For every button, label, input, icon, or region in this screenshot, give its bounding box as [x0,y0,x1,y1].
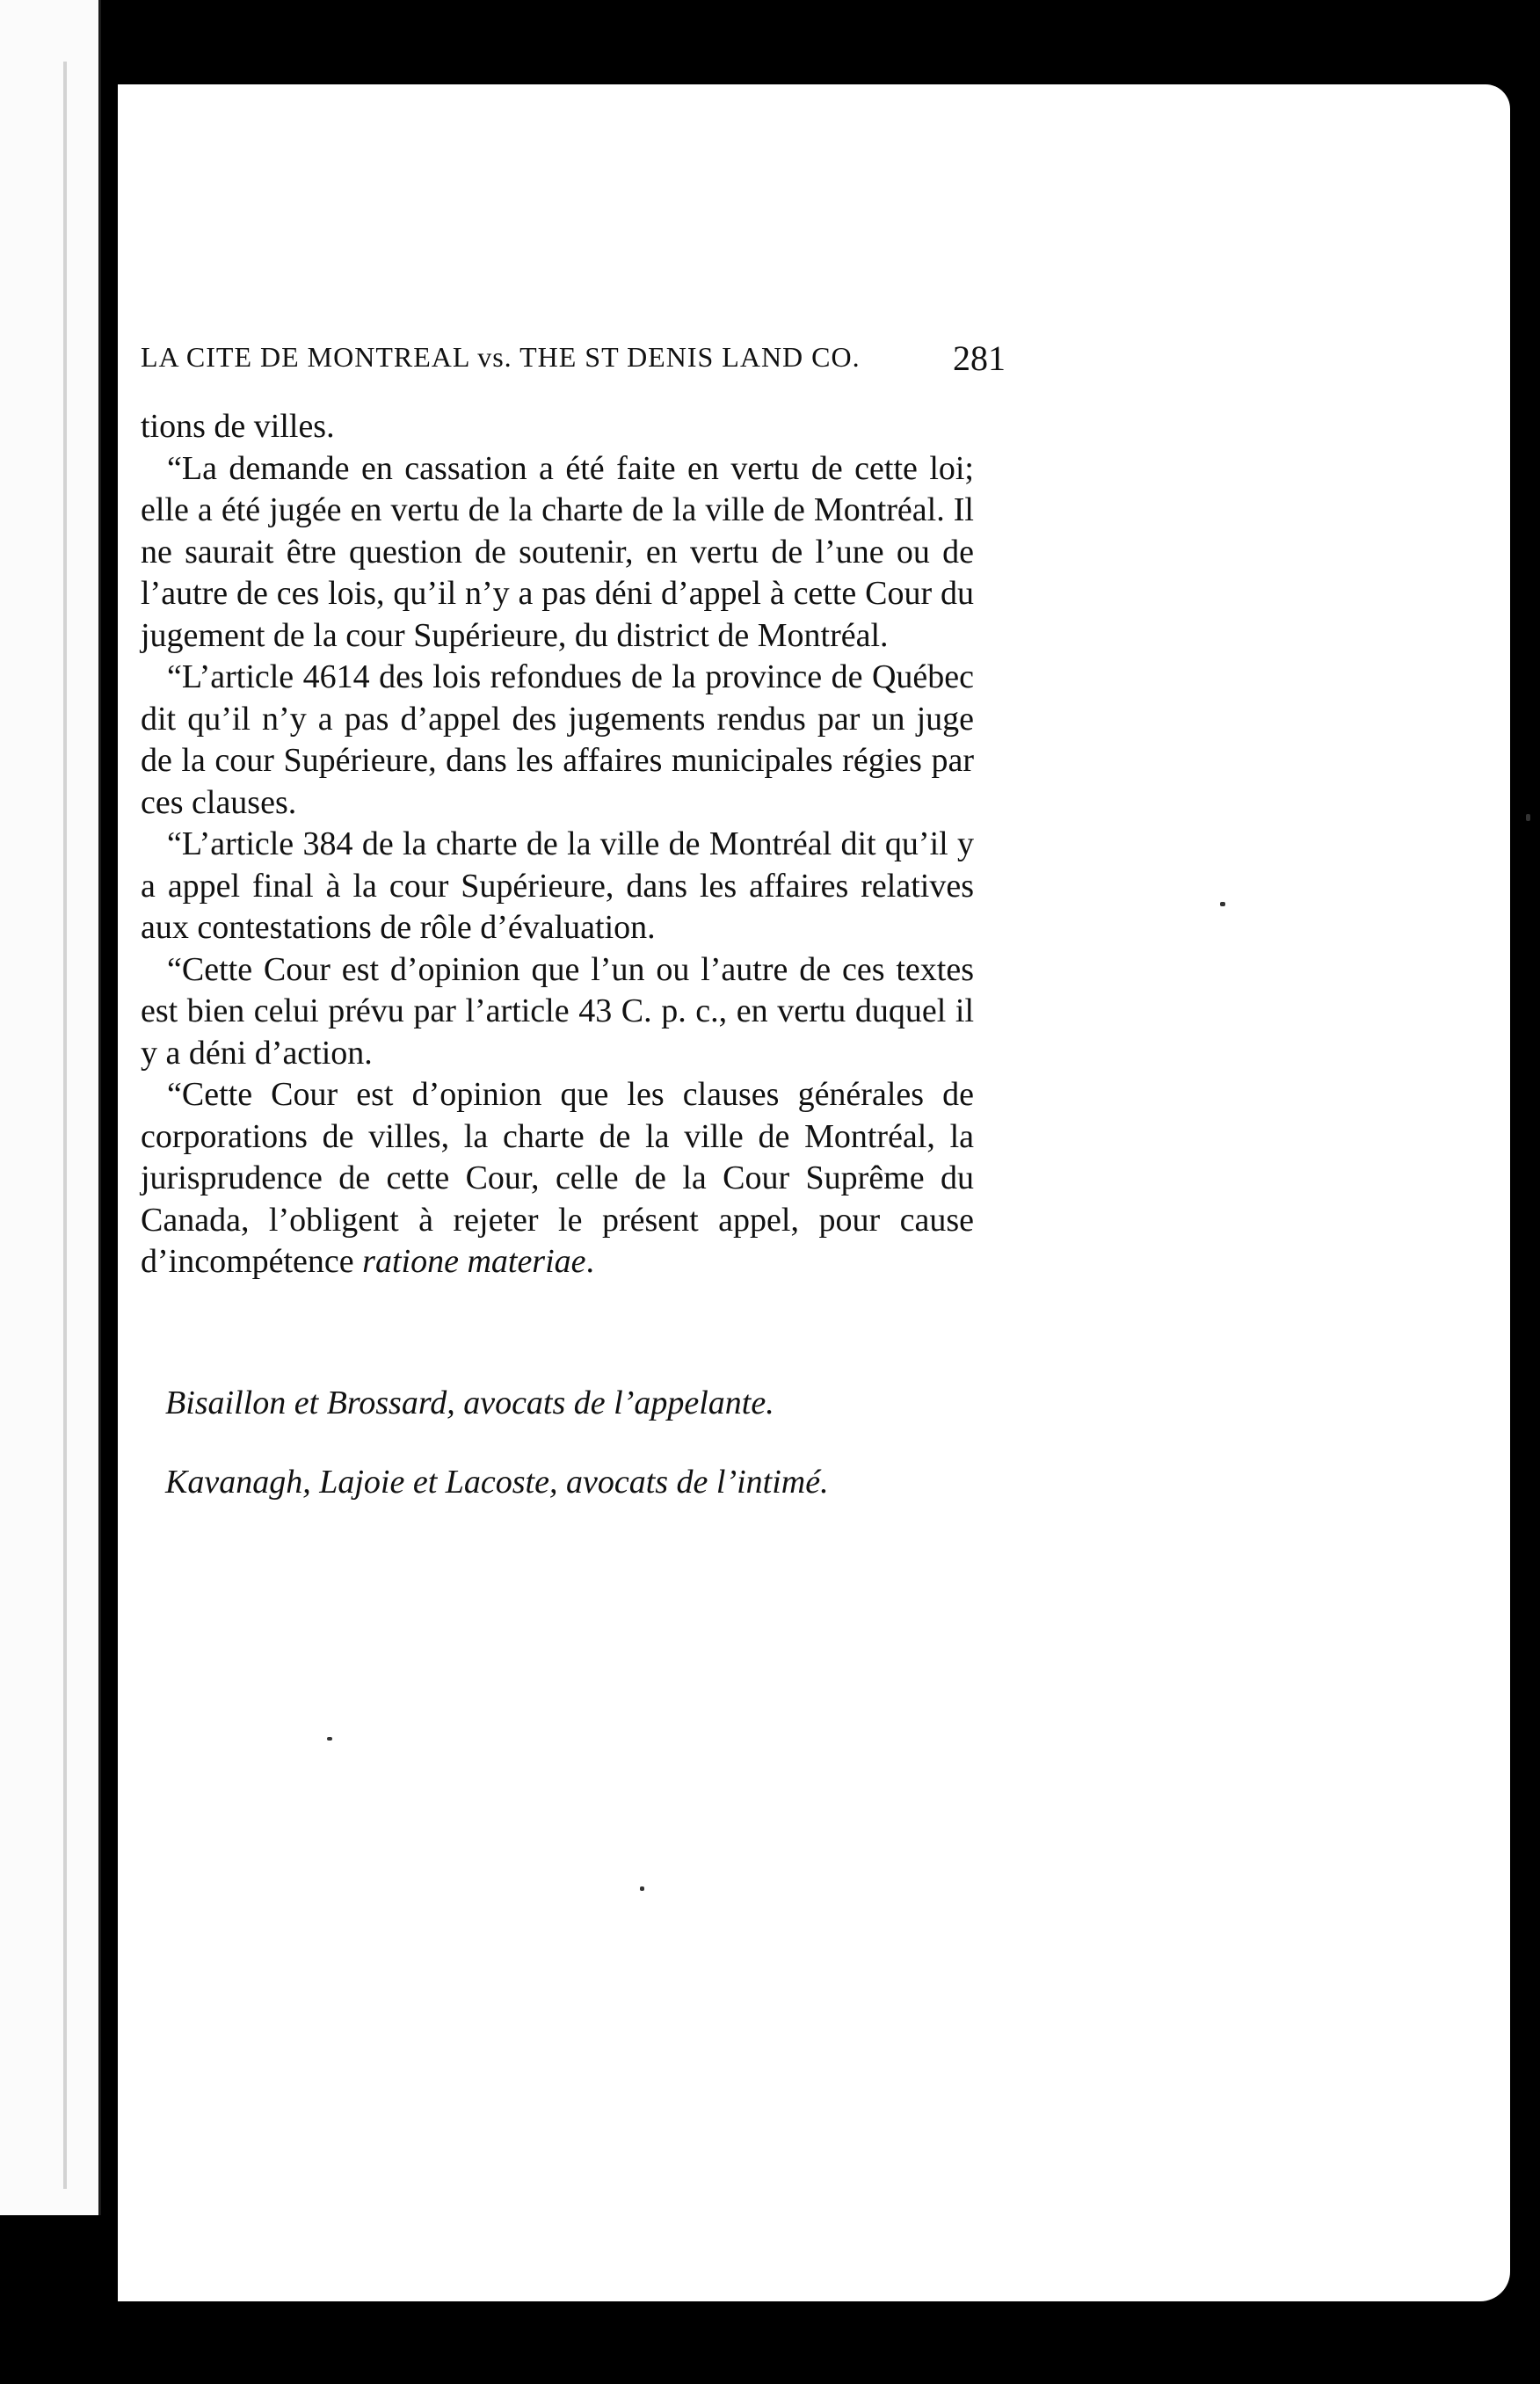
paragraph-cassation: “La demande en cassation a été faite en vertu de cette loi; elle a été jugée en vertu de la charte de la ville de Montréal. Il ne saurait être question de soutenir, en vertu de l’une ou de l’autre de ces lois, qu’il n’y a pas déni d’appel à cette Cour du jugement de la cour Supérieure, du district de Montréal. [141,449,974,654]
respondent-counsel: Kavanagh, Lajoie et Lacoste, avocats de l’intimé. [165,1464,829,1501]
conclusion-latin-term: ratione materiae [362,1243,586,1280]
conclusion-text: “Cette Cour est d’opinion que les clauses générales de corporations de villes, la charte de la ville de Montréal, la jurisprudence de cette Cour, celle de la Cour Suprême du Canada, l’obligent à rejeter le présent appel, pour cause d’incompétence [141,1076,974,1280]
conclusion-period: . [585,1243,595,1280]
paragraph-article-43: “Cette Cour est d’opinion que l’un ou l’autre de ces textes est bien celui prévu par l’article 43 C. p. c., en vertu duquel il y a déni d’action. [141,950,974,1072]
body-text [141,406,974,1283]
paragraph-continuation: tions de villes. [141,408,335,445]
scan-speck [327,1737,332,1741]
scan-speck [1526,814,1530,821]
facing-page-edge [0,0,101,2215]
page-number: 281 [953,338,1006,378]
paragraph-article-384: “L’article 384 de la charte de la ville de Montréal dit qu’il y a appel final à la cour Supérieure, dans les affaires relatives aux contestations de rôle d’évaluation. [141,825,974,946]
scan-speck [1220,902,1225,906]
paragraph-conclusion [141,1074,974,1283]
running-header: LA CITE DE MONTREAL vs. THE ST DENIS LAND CO. [141,341,861,373]
paragraph-article-4614: “L’article 4614 des lois refondues de la province de Québec dit qu’il n’y a pas d’appel des jugements rendus par un juge de la cour Supérieure, dans les affaires municipales régies par ces clauses. [141,658,974,821]
page-gutter-line [63,62,67,2189]
appellant-counsel: Bisaillon et Brossard, avocats de l’appelante. [165,1385,774,1421]
scan-speck [640,1886,644,1891]
